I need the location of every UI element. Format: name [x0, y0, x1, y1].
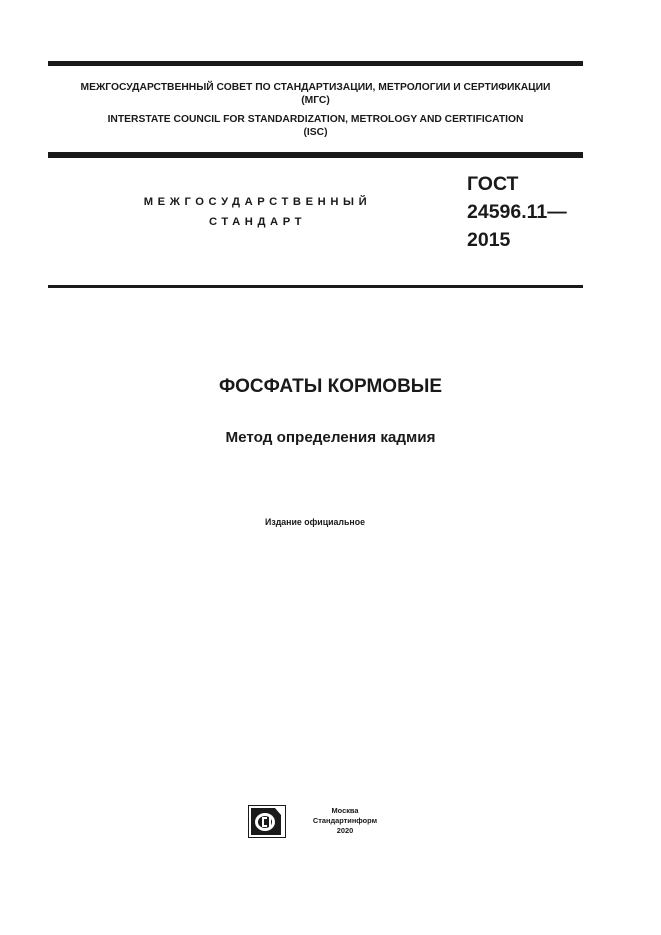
publisher-city: Москва [331, 806, 359, 815]
standard-kind-line2: СТАНДАРТ [208, 216, 307, 228]
publisher-name: Стандартинформ [312, 816, 378, 825]
document-title: ФОСФАТЫ КОРМОВЫЕ [218, 376, 443, 397]
bottom-divider [48, 285, 583, 288]
document-subtitle: Метод определения кадмия [225, 429, 436, 446]
edition-note: Издание официальное [265, 517, 365, 527]
standard-kind-line1: МЕЖГОСУДАРСТВЕННЫЙ [143, 196, 372, 208]
council-name-en [48, 113, 583, 139]
council-abbr-ru: (МГС) [301, 95, 330, 106]
council-name-ru [48, 81, 583, 107]
gost-number: 24596.11— [467, 201, 567, 223]
top-divider [48, 61, 583, 66]
gost-year: 2015 [467, 229, 511, 251]
publisher-block [300, 806, 390, 836]
council-name-en-line1: INTERSTATE COUNCIL FOR STANDARDIZATION, METROLOGY AND CERTIFICATION [107, 114, 524, 125]
gost-label: ГОСТ [467, 173, 519, 195]
standartinform-logo-icon [248, 805, 286, 838]
publisher-year: 2020 [336, 826, 354, 835]
council-name-ru-line1: МЕЖГОСУДАРСТВЕННЫЙ СОВЕТ ПО СТАНДАРТИЗАЦИИ, МЕТРОЛОГИИ И СЕРТИФИКАЦИИ [80, 82, 551, 93]
middle-divider [48, 152, 583, 158]
gost-designation [467, 170, 567, 254]
council-abbr-en: (ISC) [303, 127, 328, 138]
